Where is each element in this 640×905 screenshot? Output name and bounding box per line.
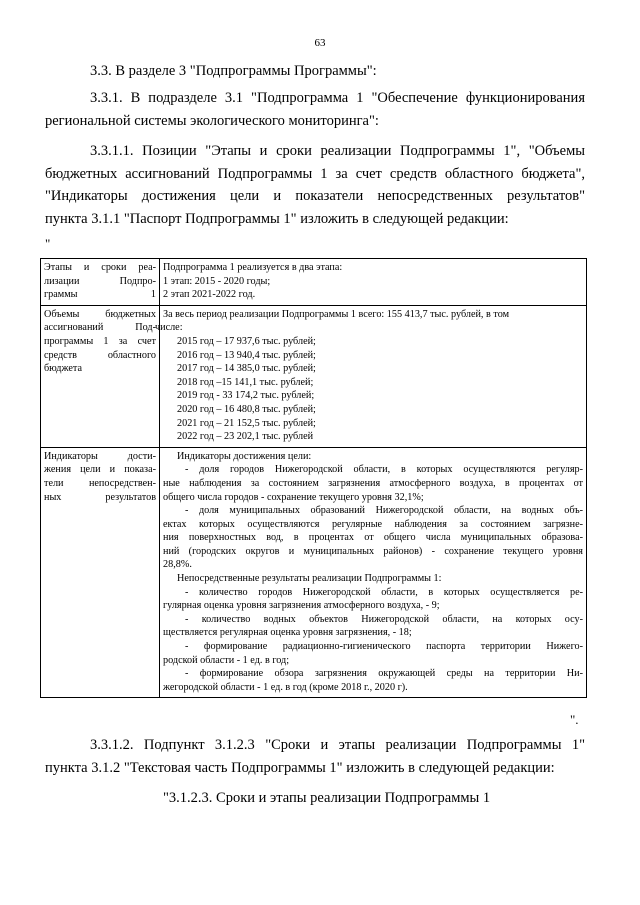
row-label-stages: [41, 259, 160, 306]
paragraph-3-3-1-line2: региональной системы экологического мониторинга":: [45, 112, 379, 129]
budget-year-line: 2022 год – 23 202,1 тыс. рублей: [177, 431, 314, 443]
label-line: граммы 1: [44, 289, 156, 301]
table-row: [41, 305, 587, 447]
indicator-line: ния поверхностных вод, в процентах от общего числа муниципальных образова-: [163, 532, 583, 544]
indicator-line: гулярная оценка уровня загрязнения атмосферного воздуха, - 9;: [163, 600, 440, 612]
paragraph-3-3-1-1-line4: пункта 3.1.1 "Паспорт Подпрограммы 1" изложить в следующей редакции:: [45, 210, 509, 227]
paragraph-3-3-1-2: [45, 734, 585, 779]
label-line: ных результатов: [44, 491, 156, 503]
indicator-line: - количество водных объектов Нижегородской области, на которых осу-: [185, 613, 583, 625]
budget-year-line: 2016 год – 13 940,4 тыс. рублей;: [177, 349, 316, 361]
indicator-line: - доля городов Нижегородской области, в которых осуществляются регуляр-: [185, 464, 583, 476]
indicator-line: Непосредственные результаты реализации Подпрограммы 1:: [177, 573, 442, 585]
paragraph-3-3-1-2-line2: пункта 3.1.2 "Текстовая часть Подпрограммы 1" изложить в следующей редакции:: [45, 759, 555, 776]
row-label-indicators: [41, 447, 160, 698]
indicator-line: жегородской области - 1 ед. в год (кроме 2018 г., 2020 г).: [163, 681, 408, 693]
label-line: Этапы и сроки реа-: [44, 262, 156, 273]
budget-year-line: 2019 год - 33 174,2 тыс. рублей;: [177, 390, 315, 402]
page-number: 63: [314, 37, 326, 49]
indicator-line: ществляется регулярная оценка уровня загрязнения, - 18;: [163, 627, 412, 639]
row-value-stages: [160, 259, 587, 306]
row-value-budget: [155, 305, 587, 447]
label-line: программы 1 за счет: [44, 335, 156, 347]
paragraph-3-3-1: [45, 87, 585, 132]
opening-quote: ": [45, 236, 51, 251]
paragraph-3-1-2-3-heading: "3.1.2.3. Сроки и этапы реализации Подпрограммы 1: [163, 790, 491, 806]
indicator-line: - доля муниципальных образований Нижегородской области, на водных объ-: [185, 505, 583, 517]
table-row: [41, 447, 587, 698]
indicator-line: - формирование обзора загрязнения окружающей среды на территории Ни-: [185, 668, 583, 680]
passport-table: [40, 258, 587, 698]
indicator-line: ектах которых осуществляются регулярные наблюдения за состоянием загрязне-: [163, 518, 583, 530]
budget-intro-line: За весь период реализации Подпрограммы 1 всего: 155 413,7 тыс. рублей, в том: [163, 308, 510, 320]
budget-year-line: 2020 год – 16 480,8 тыс. рублей;: [177, 403, 316, 415]
row-value-indicators: [160, 447, 587, 698]
label-line: лизации Подпро-: [44, 275, 156, 287]
paragraph-3-3-1-1-line3: "Индикаторы достижения цели и показатели непосредственных результатов": [45, 188, 585, 204]
paragraph-3-3-1-1: [45, 140, 585, 230]
label-line: тели непосредствен-: [44, 477, 156, 489]
label-line: ассигнований Под-: [44, 322, 156, 334]
label-line: средств областного: [44, 349, 156, 361]
indicator-line: родской области - 1 ед. в год;: [163, 654, 290, 666]
budget-year-line: 2018 год –15 141,1 тыс. рублей;: [177, 376, 314, 388]
closing-quote: ".: [570, 712, 579, 727]
paragraph-3-3-1-1-line2: бюджетных ассигнований Подпрограммы 1 за счет средств областного бюджета",: [45, 165, 585, 182]
label-line: Индикаторы дости-: [44, 450, 156, 462]
paragraph-3-3-1-1-line1: 3.3.1.1. Позиции "Этапы и сроки реализации Подпрограммы 1", "Объемы: [90, 143, 585, 159]
budget-year-line: 2021 год – 21 152,5 тыс. рублей;: [177, 417, 316, 429]
budget-intro-line: числе:: [155, 322, 183, 334]
value-line: 1 этап: 2015 - 2020 годы;: [163, 275, 271, 287]
indicator-line: 28,8%.: [163, 559, 192, 571]
indicator-line: ний (городских округов и муниципальных районов) - сохранение текущего уровня: [163, 545, 583, 557]
table-row: [41, 259, 587, 306]
row-label-budget: [41, 305, 160, 447]
indicator-line: ные наблюдения за состоянием загрязнения атмосферного воздуха, в процентах от: [163, 477, 583, 489]
indicator-line: - формирование радиационно-гигиенического паспорта территории Нижего-: [185, 641, 583, 653]
budget-year-line: 2017 год – 14 385,0 тыс. рублей;: [177, 363, 316, 375]
indicator-line: общего числа городов - сохранение текущего уровня 32,1%;: [163, 491, 424, 503]
label-line: жения цели и показа-: [44, 464, 156, 476]
value-line: 2 этап 2021-2022 год.: [163, 289, 256, 301]
value-line: Подпрограмма 1 реализуется в два этапа:: [163, 262, 343, 273]
paragraph-3-3: 3.3. В разделе 3 "Подпрограммы Программы":: [90, 63, 377, 79]
label-line: Объемы бюджетных: [44, 308, 156, 320]
indicator-line: Индикаторы достижения цели:: [177, 450, 312, 462]
paragraph-3-3-1-line1: 3.3.1. В подразделе 3.1 "Подпрограмма 1 "Обеспечение функционирования: [90, 90, 585, 106]
label-line: бюджета: [44, 363, 82, 375]
budget-year-line: 2015 год – 17 937,6 тыс. рублей;: [177, 335, 316, 347]
indicator-line: - количество городов Нижегородской области, в которых осуществляется ре-: [185, 586, 583, 598]
paragraph-3-3-1-2-line1: 3.3.1.2. Подпункт 3.1.2.3 "Сроки и этапы реализации Подпрограммы 1": [90, 737, 585, 753]
